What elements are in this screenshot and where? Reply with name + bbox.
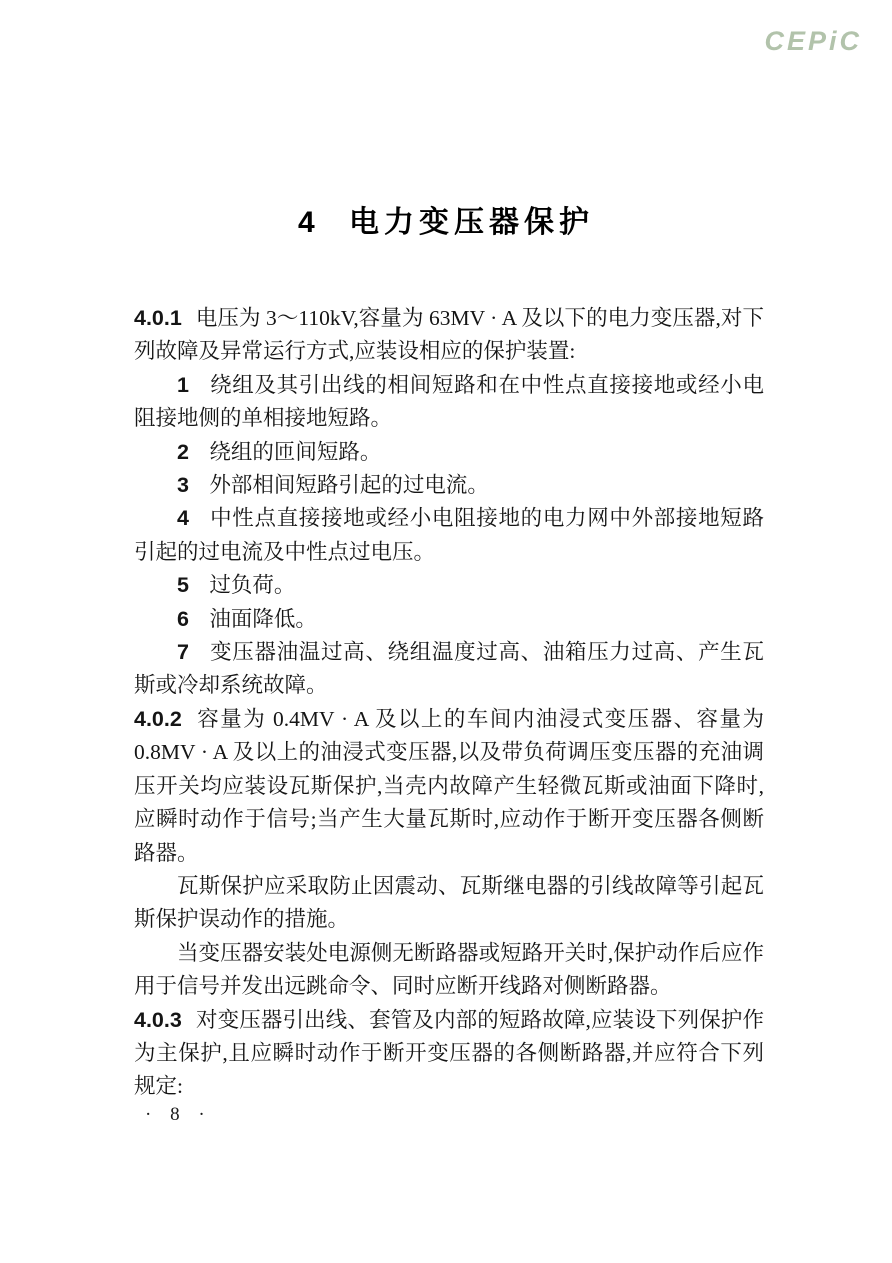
paragraph-text: 对变压器引出线、套管及内部的短路故障,应装设下列保护作为主保护,且应瞬时动作于断开变压器的各侧断路器,并应符合下列规定: [134,1007,764,1099]
paragraph-text: 瓦斯保护应采取防止因震动、瓦斯继电器的引线故障等引起瓦斯保护误动作的措施。 [134,873,764,932]
paragraph-text: 绕组及其引出线的相间短路和在中性点直接接地或经小电阻接地侧的单相接地短路。 [134,372,764,431]
item-number: 1 [177,372,189,397]
paragraph-text: 过负荷。 [209,573,296,598]
document-body [134,302,764,1104]
page-number: · 8 · [145,1104,212,1125]
list-item [134,369,764,436]
item-number: 7 [177,640,189,665]
item-number: 3 [177,473,189,498]
chapter-title [0,197,892,241]
item-number: 6 [177,606,189,631]
paragraph-text: 外部相间短路引起的过电流。 [209,473,489,498]
paragraph-text: 当变压器安装处电源侧无断路器或短路开关时,保护动作后应作用于信号并发出远跳命令、同时应断开线路对侧断路器。 [134,940,764,999]
paragraph-text: 容量为 0.4MV · A 及以上的车间内油浸式变压器、容量为 0.8MV · A 及以上的油浸式变压器,以及带负荷调压变压器的充油调压开关均应装设瓦斯保护,当壳内故障产生轻微瓦斯或油面下降时,应瞬时动作于信号;当产生大量瓦斯时,应动作于断开变压器各侧断路器。 [134,706,764,865]
paragraph [134,870,764,937]
item-number: 4 [177,506,189,531]
chapter-title-text: 电力变压器保护 [349,206,595,239]
chapter-number: 4 [297,206,315,239]
paragraph-text: 绕组的匝间短路。 [209,439,382,464]
paragraph-text: 电压为 3～110kV,容量为 63MV · A 及以下的电力变压器,对下列故障及异常运行方式,应装设相应的保护装置: [134,306,764,364]
list-item [134,502,764,569]
clause-number: 4.0.3 [134,1007,182,1032]
paragraph-text: 变压器油温过高、绕组温度过高、油箱压力过高、产生瓦斯或冷却系统故障。 [134,640,764,698]
list-item [134,636,764,703]
item-number: 5 [177,573,189,598]
paragraph [134,937,764,1004]
clause-number: 4.0.1 [134,306,182,330]
list-item [134,603,764,636]
item-number: 2 [177,439,189,464]
publisher-logo: CEPiC [764,26,862,56]
list-item [134,569,764,602]
list-item [134,436,764,469]
paragraph-text: 油面降低。 [209,606,317,631]
paragraph [134,302,764,369]
paragraph [134,703,764,870]
list-item [134,469,764,502]
clause-number: 4.0.2 [134,706,182,731]
paragraph [134,1004,764,1104]
paragraph-text: 中性点直接接地或经小电阻接地的电力网中外部接地短路引起的过电流及中性点过电压。 [134,506,764,564]
